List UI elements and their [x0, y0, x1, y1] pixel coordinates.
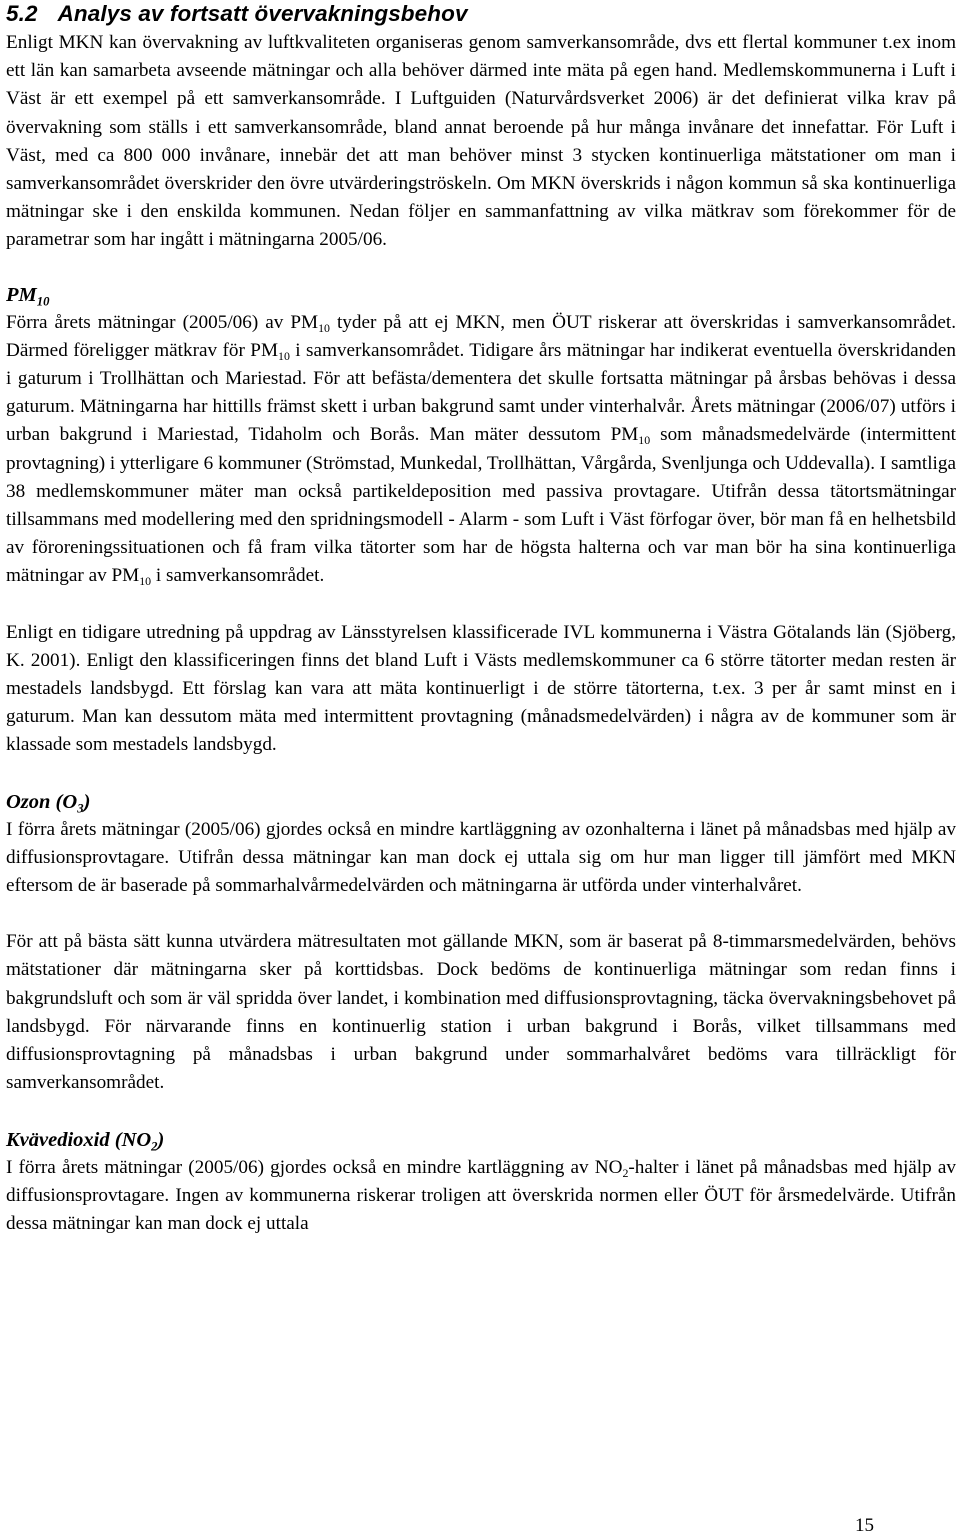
no2-heading-close: ): [157, 1128, 165, 1151]
pm10-p1-text-c: i samverkansområdet. Tidigare års mätningar har indikerat eventuella överskridanden i gaturum i Trollhättan och Mariestad. För att befästa/dementera det skulle fortsatta mätningar på årsbas behövas i dessa gaturum. Mätningarna har hittills främst skett i urban bakgrund samt under vinterhalvår. Årets mätningar (2006/07) utförs i urban bakgrund i Mariestad, Tidaholm och Borås. Man mäter dessutom PM: [6, 339, 956, 446]
pm10-heading-subscript: 10: [36, 294, 50, 309]
document-page: [6, 0, 956, 1238]
no2-heading: [6, 1126, 956, 1154]
ozon-paragraph-2: För att på bästa sätt kunna utvärdera mätresultaten mot gällande MKN, som är baserat på 8-timmarsmedelvärden, behövs mätstationer där mätningarna sker på korttidsbas. Dock bedöms de kontinuerliga mätningar som redan finns i bakgrundsluft och som är väl spridda över landet, i kombination med diffusionsprovtagning, täcka övervakningsbehovet på landsbygd. För närvarande finns en kontinuerlig station i urban bakgrund i Borås, vilket tillsammans med diffusionsprovtagning på månadsbas i urban bakgrund under sommarhalvåret bedöms vara tillräckligt för samverkansområdet.: [6, 931, 956, 1094]
intro-paragraph: Enligt MKN kan övervakning av luftkvaliteten organiseras genom samverkansområde, dvs ett flertal kommuner t.ex inom ett län kan samarbeta avseende mätningar och alla behöver därmed inte mäta på egen hand. Medlemskommunerna i Luft i Väst är ett exempel på ett samverkansområde. I Luftguiden (Naturvårdsverket 2006) är det definierat vilka krav på övervakning som ställs i ett samverkansområde, bland annat beroende på hur många invånare det innefattar. För Luft i Väst, med ca 800 000 invånare, innebär det att man behöver minst 3 stycken kontinuerliga mätstationer om man i samverkansområdet överskrider den övre utvärderingströskeln. Om MKN överskrids i någon kommun så ska kontinuerliga mätningar ske i den enskilda kommunen. Nedan följer en sammanfattning av vilka mätkrav som förekommer för de parametrar som har ingått i mätningarna 2005/06.: [6, 32, 956, 251]
no2-p1-text-a: I förra årets mätningar (2005/06) gjordes också en mindre kartläggning av NO: [6, 1156, 623, 1178]
pm10-p1-sub-3: 10: [638, 433, 651, 448]
section-heading: [6, 1, 956, 27]
pm10-p1-sub-2: 10: [278, 348, 290, 363]
pm10-p1-text-e: i samverkansområdet.: [151, 565, 325, 587]
no2-heading-text: Kvävedioxid (NO: [6, 1128, 152, 1151]
pm10-heading: [6, 281, 956, 309]
ozon-heading: [6, 788, 956, 816]
pm10-heading-text: PM: [6, 283, 37, 306]
section-title: Analys av fortsatt övervakningsbehov: [57, 1, 468, 26]
pm10-p1-sub-4: 10: [139, 574, 152, 589]
no2-heading-subscript: 2: [151, 1138, 158, 1153]
ozon-heading-text: Ozon (O: [6, 790, 78, 813]
ozon-heading-close: ): [83, 790, 91, 813]
no2-paragraph-1: [6, 1154, 956, 1239]
pm10-p1-sub-1: 10: [318, 320, 330, 335]
section-number: 5.2: [6, 1, 38, 26]
pm10-paragraph-1: [6, 309, 956, 591]
page-number: 15: [855, 1515, 874, 1536]
ozon-heading-subscript: 3: [77, 801, 84, 816]
no2-p1-text-b: -halter i länet på månadsbas med hjälp av diffusionsprovtagare. Ingen av kommunerna riskerar troligen att överskrida normen eller ÖUT för årsmedelvärde. Utifrån dessa mätningar kan man dock ej uttala: [6, 1156, 956, 1234]
pm10-p1-text-b: tyder på att ej MKN, men ÖUT riskerar att överskridas i samverkansområdet. Därmed föreligger mätkrav för PM: [6, 311, 956, 361]
no2-p1-subscript: 2: [622, 1165, 629, 1180]
ozon-paragraph-1: I förra årets mätningar (2005/06) gjordes också en mindre kartläggning av ozonhalterna i länet på månadsbas med hjälp av diffusionsprovtagare. Utifrån dessa mätningar kan man dock ej uttala sig om hur man ligger till jämfört med MKN eftersom de är baserade på sommarhalvårmedelvärden och mätningarna är utförda under vinterhalvåret.: [6, 818, 956, 897]
pm10-p1-text-a: Förra årets mätningar (2005/06) av PM: [6, 311, 319, 333]
pm10-paragraph-2: Enligt en tidigare utredning på uppdrag av Länsstyrelsen klassificerade IVL kommunerna i Västra Götalands län (Sjöberg, K. 2001). Enligt den klassificeringen finns det bland Luft i Västs medlemskommuner ca 6 större tätorter medan resten är mestadels landsbygd. Ett förslag kan vara att mäta kontinuerligt i de större tätorterna, t.ex. 3 per år samt minst en i gaturum. Man kan dessutom mäta med intermittent provtagning (månadsmedelvärden) i några av de kommuner som är klassade som mestadels landsbygd.: [6, 621, 956, 756]
pm10-p1-text-d: som månadsmedelvärde (intermittent provtagning) i ytterligare 6 kommuner (Strömstad, Munkedal, Trollhättan, Vårgårda, Svenljunga och Uddevalla). I samtliga 38 medlemskommuner mäter man också partikeldeposition med passiva provtagare. Utifrån dessa tätortsmätningar tillsammans med modellering med den spridningsmodell - Alarm - som Luft i Väst förfogar över, bör man få en helhetsbild av föroreningssituationen och få fram vilka tätorter som har de högsta halterna och var man bör ha sina kontinuerliga mätningar av PM: [6, 424, 956, 587]
